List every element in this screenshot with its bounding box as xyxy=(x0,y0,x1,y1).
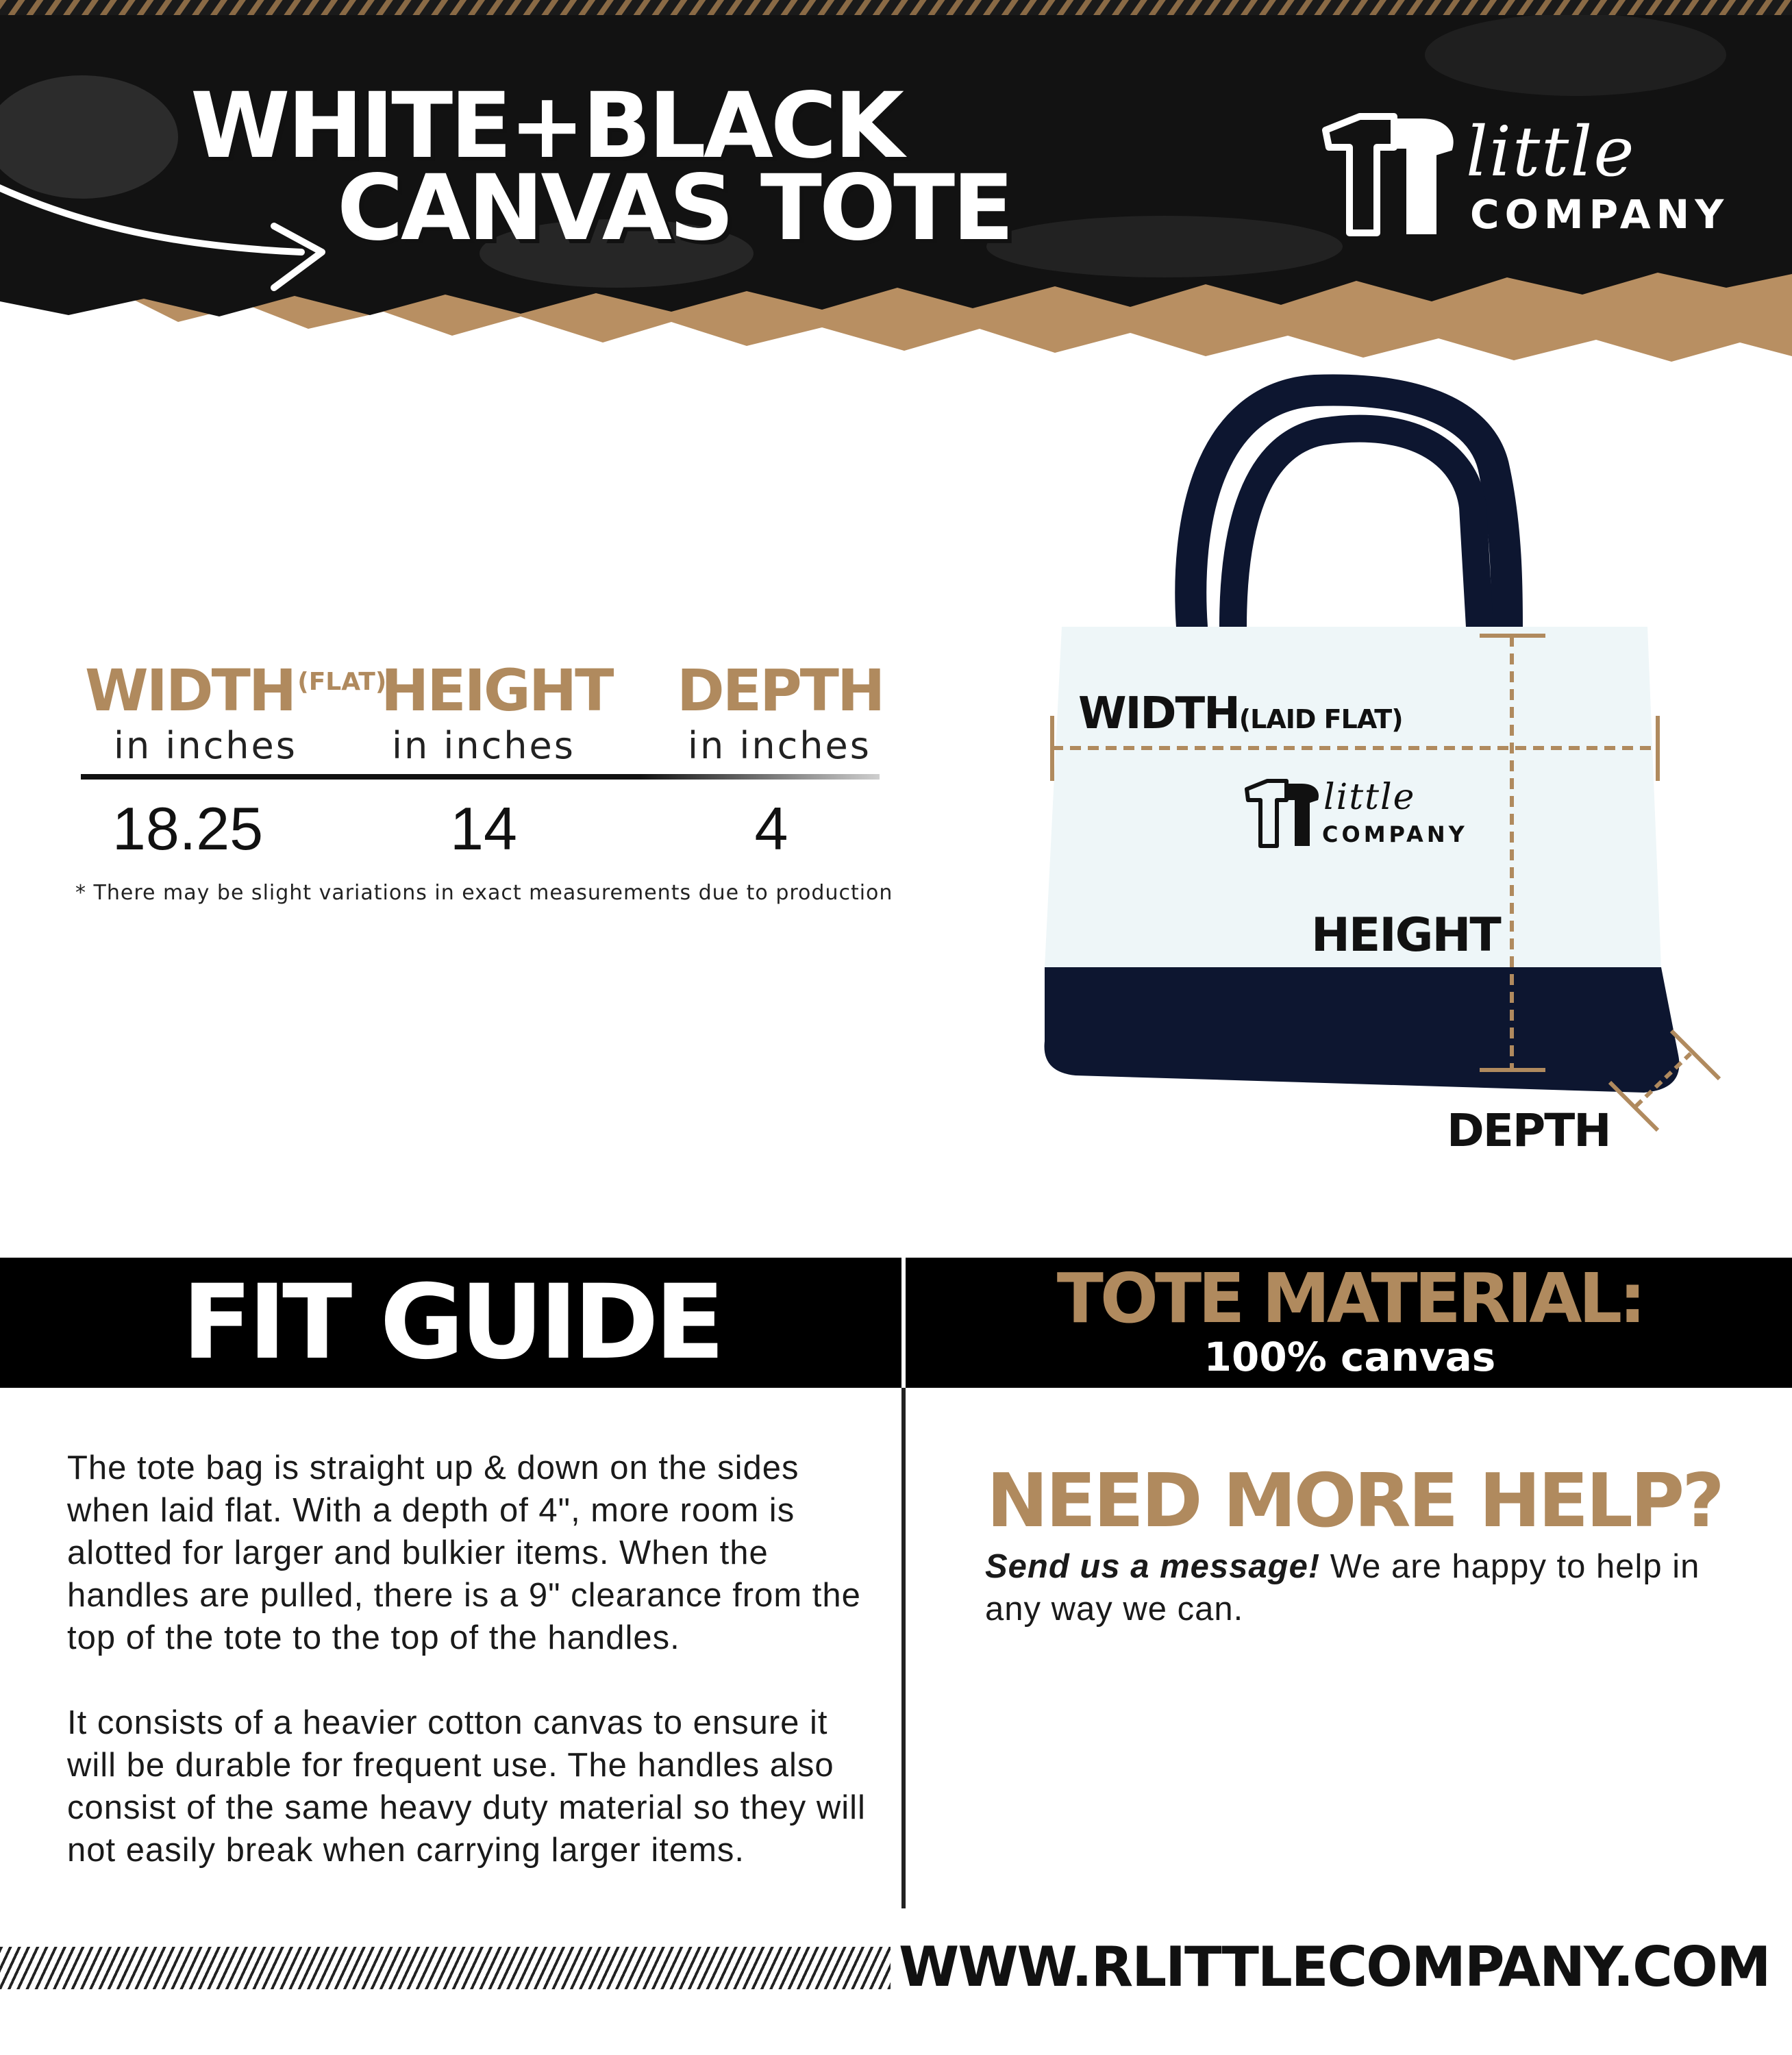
tote-bag-illustration xyxy=(1028,370,1767,1178)
logo-script-text: little xyxy=(1466,112,1636,192)
tote-material-value: 100% canvas xyxy=(1204,1334,1496,1380)
diagram-width-label: WIDTH(LAID FLAT) xyxy=(1078,688,1403,739)
height-unit: in inches xyxy=(392,724,575,767)
measurement-note: * There may be slight variations in exact measurements due to production xyxy=(75,881,893,905)
product-title-line1: WHITE+BLACK xyxy=(190,73,902,179)
depth-value: 4 xyxy=(754,795,788,862)
width-value: 18.25 xyxy=(112,795,264,862)
diagram-height-label: HEIGHT xyxy=(1311,908,1500,962)
width-header: WIDTH $^{(FLAT)}$ xyxy=(85,657,387,724)
send-message-link[interactable]: Send us a message! xyxy=(985,1548,1321,1585)
diagram-depth-label: DEPTH xyxy=(1447,1104,1610,1157)
fit-guide-paragraph-2: It consists of a heavier cotton canvas to ensure it will be durable for frequent use. The handles also consist of the same heavy duty material so they will not easily break when carrying larger items. xyxy=(67,1704,866,1869)
height-value: 14 xyxy=(450,795,517,862)
fit-guide-title: FIT GUIDE xyxy=(182,1263,721,1382)
fit-guide-paragraph-1: The tote bag is straight up & down on the sides when laid flat. With a depth of 4", more room is alotted for larger and bulkier items. When the handles are pulled, there is a 9" clearance from the top of the tote to the top of the handles. xyxy=(67,1449,861,1656)
logo-company-text: COMPANY xyxy=(1470,191,1730,238)
product-title-line2: CANVAS TOTE xyxy=(337,155,1012,261)
tote-diagram xyxy=(1028,370,1767,1178)
depth-unit: in inches xyxy=(688,724,871,767)
height-header: HEIGHT xyxy=(381,657,612,724)
help-text: Send us a message! We are happy to help in any way we can. xyxy=(985,1548,1700,1628)
tote-material-title: TOTE MATERIAL: xyxy=(1056,1258,1643,1338)
width-unit: in inches xyxy=(114,724,297,767)
footer-stripe xyxy=(0,1947,891,1989)
bag-logo-company: COMPANY xyxy=(1322,821,1468,847)
website-link[interactable]: WWW.RLITTLECOMPANY.COM xyxy=(899,1935,1770,1999)
depth-header: DEPTH xyxy=(677,657,884,724)
bag-logo-script: little xyxy=(1323,777,1416,818)
header-banner xyxy=(0,0,1792,384)
need-help-title: NEED MORE HELP? xyxy=(986,1458,1722,1544)
table-divider xyxy=(81,774,880,780)
